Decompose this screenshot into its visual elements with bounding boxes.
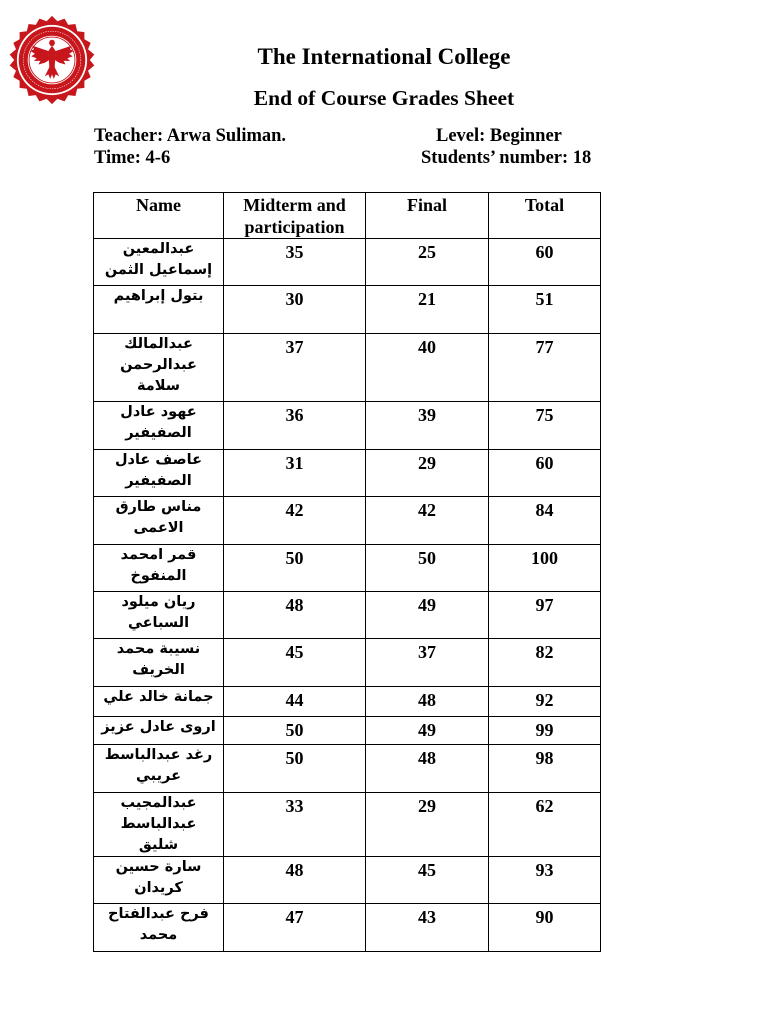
column-header-midterm: Midterm and participation bbox=[224, 193, 366, 239]
total-cell: 98 bbox=[489, 745, 601, 793]
grades-table bbox=[93, 192, 601, 952]
student-name-cell: جمانة خالد علي bbox=[94, 687, 224, 717]
midterm-cell: 50 bbox=[224, 717, 366, 745]
table-row bbox=[94, 717, 601, 745]
table-row bbox=[94, 545, 601, 592]
final-cell: 25 bbox=[366, 239, 489, 286]
total-cell: 62 bbox=[489, 793, 601, 857]
total-cell: 51 bbox=[489, 286, 601, 334]
midterm-cell: 33 bbox=[224, 793, 366, 857]
final-cell: 42 bbox=[366, 497, 489, 545]
final-cell: 29 bbox=[366, 450, 489, 497]
total-cell: 60 bbox=[489, 450, 601, 497]
final-cell: 37 bbox=[366, 639, 489, 687]
table-row bbox=[94, 286, 601, 334]
student-name-cell: اروى عادل عزيز bbox=[94, 717, 224, 745]
final-cell: 40 bbox=[366, 334, 489, 402]
total-cell: 92 bbox=[489, 687, 601, 717]
midterm-cell: 47 bbox=[224, 904, 366, 952]
midterm-cell: 31 bbox=[224, 450, 366, 497]
total-cell: 60 bbox=[489, 239, 601, 286]
table-row bbox=[94, 793, 601, 857]
midterm-cell: 48 bbox=[224, 857, 366, 904]
midterm-cell: 36 bbox=[224, 402, 366, 450]
students-number-label: Students’ number: 18 bbox=[421, 148, 592, 168]
total-cell: 99 bbox=[489, 717, 601, 745]
column-header-name: Name bbox=[94, 193, 224, 239]
table-row bbox=[94, 687, 601, 717]
midterm-cell: 48 bbox=[224, 592, 366, 639]
midterm-cell: 50 bbox=[224, 745, 366, 793]
table-row bbox=[94, 904, 601, 952]
midterm-cell: 42 bbox=[224, 497, 366, 545]
student-name-cell: قمر امحمد المنفوخ bbox=[94, 545, 224, 592]
student-name-cell: ريان ميلود السباعي bbox=[94, 592, 224, 639]
teacher-label: Teacher: Arwa Suliman. bbox=[94, 126, 287, 146]
total-cell: 97 bbox=[489, 592, 601, 639]
column-header-total: Total bbox=[489, 193, 601, 239]
final-cell: 39 bbox=[366, 402, 489, 450]
final-cell: 48 bbox=[366, 745, 489, 793]
final-cell: 45 bbox=[366, 857, 489, 904]
midterm-cell: 44 bbox=[224, 687, 366, 717]
midterm-cell: 30 bbox=[224, 286, 366, 334]
student-name-cell: عبدالمجيب عبدالباسط شليق bbox=[94, 793, 224, 857]
column-header-final: Final bbox=[366, 193, 489, 239]
student-name-cell: بتول إبراهيم bbox=[94, 286, 224, 334]
final-cell: 49 bbox=[366, 717, 489, 745]
table-row bbox=[94, 497, 601, 545]
total-cell: 90 bbox=[489, 904, 601, 952]
student-name-cell: سارة حسين كريدان bbox=[94, 857, 224, 904]
table-row bbox=[94, 239, 601, 286]
student-name-cell: عاصف عادل الصفيفير bbox=[94, 450, 224, 497]
student-name-cell: مناس طارق الاعمى bbox=[94, 497, 224, 545]
final-cell: 29 bbox=[366, 793, 489, 857]
midterm-cell: 37 bbox=[224, 334, 366, 402]
total-cell: 77 bbox=[489, 334, 601, 402]
header-row bbox=[94, 193, 601, 239]
student-name-cell: عبدالمعين إسماعيل الثمن bbox=[94, 239, 224, 286]
student-name-cell: نسيبة محمد الخريف bbox=[94, 639, 224, 687]
table-row bbox=[94, 639, 601, 687]
student-name-cell: فرح عبدالفتاح محمد bbox=[94, 904, 224, 952]
college-title: The International College bbox=[257, 44, 511, 69]
final-cell: 50 bbox=[366, 545, 489, 592]
total-cell: 84 bbox=[489, 497, 601, 545]
table-row bbox=[94, 592, 601, 639]
final-cell: 49 bbox=[366, 592, 489, 639]
midterm-cell: 50 bbox=[224, 545, 366, 592]
level-label: Level: Beginner bbox=[436, 126, 562, 146]
total-cell: 93 bbox=[489, 857, 601, 904]
final-cell: 48 bbox=[366, 687, 489, 717]
table-row bbox=[94, 857, 601, 904]
student-name-cell: عبدالمالك عبدالرحمن سلامة bbox=[94, 334, 224, 402]
table-row bbox=[94, 745, 601, 793]
midterm-cell: 35 bbox=[224, 239, 366, 286]
total-cell: 100 bbox=[489, 545, 601, 592]
grades-table-body bbox=[94, 239, 601, 952]
final-cell: 21 bbox=[366, 286, 489, 334]
sheet-title: End of Course Grades Sheet bbox=[253, 86, 515, 110]
table-row bbox=[94, 450, 601, 497]
total-cell: 75 bbox=[489, 402, 601, 450]
table-row bbox=[94, 402, 601, 450]
student-name-cell: رغد عبدالباسط عريبي bbox=[94, 745, 224, 793]
total-cell: 82 bbox=[489, 639, 601, 687]
table-row bbox=[94, 334, 601, 402]
final-cell: 43 bbox=[366, 904, 489, 952]
time-label: Time: 4-6 bbox=[94, 148, 171, 168]
midterm-cell: 45 bbox=[224, 639, 366, 687]
student-name-cell: عهود عادل الصفيفير bbox=[94, 402, 224, 450]
